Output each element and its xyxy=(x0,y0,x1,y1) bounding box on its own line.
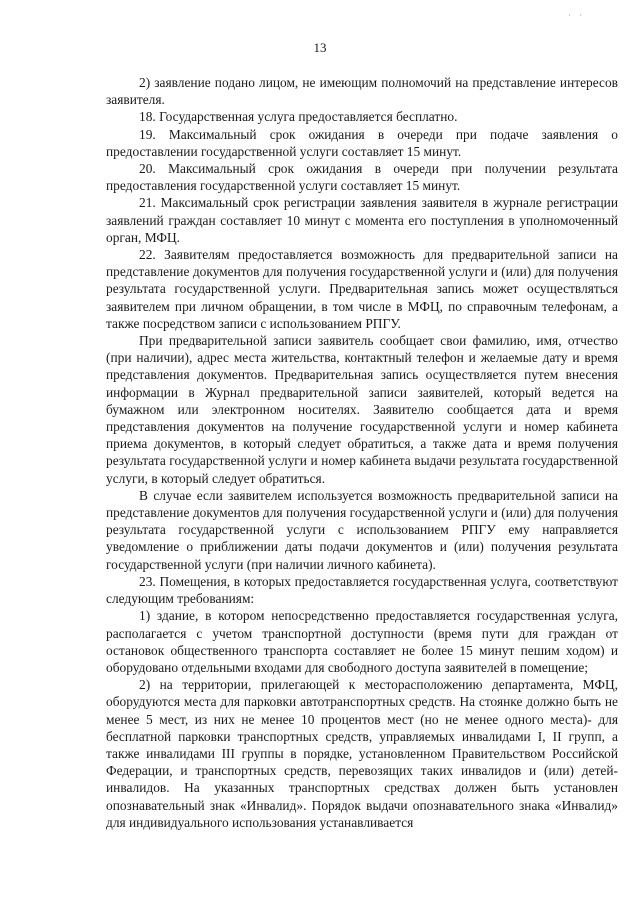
paragraph-22-preregistration: 22. Заявителям предоставляется возможность для предварительной записи на представление документов для получения государственной услуги и (или) для получения результата государственной услуги. Предварительная запись может осуществляться заявителем при личном обращении, в том числе в МФЦ, по справочным телефонам, а также посредством записи с использованием РПГУ. xyxy=(106,247,618,331)
paragraph-23-premises: 23. Помещения, в которых предоставляется государственная услуга, соответствуют следующим требованиям: xyxy=(106,573,618,607)
paragraph-21-registration-time: 21. Максимальный срок регистрации заявления заявителя в журнале регистрации заявлений граждан составляет 10 минут с момента его поступления в уполномоченный орган, МФЦ. xyxy=(106,195,618,245)
page-number: 13 xyxy=(313,40,327,55)
paragraph-preregistration-details: При предварительной записи заявитель сообщает свои фамилию, имя, отчество (при наличии), адрес места жительства, контактный телефон и желаемые дату и время представления документов. Предварительная запись осуществляется путем внесения информации в Журнал предварительной записи заявителей, который ведется на бумажном или электронном носителях. Заявителю сообщается дата и время представления документов на получение государственной услуги и номер кабинета приема документов, в который следует обратиться, а также дата и время получения результата государственной услуги и номер кабинета выдачи результата государственной услуги, в который следует обратиться. xyxy=(106,333,618,486)
scan-corner-mark: · · xyxy=(568,10,586,20)
paragraph-premises-building: 1) здание, в котором непосредственно предоставляется государственная услуга, располагается с учетом транспортной доступности (время пути для граждан от остановок общественного транспорта составляет не более 15 минут пешим ходом) и оборудовано отдельными входами для свободного доступа заявителей в помещение; xyxy=(106,608,618,675)
paragraph-19-queue-submission: 19. Максимальный срок ожидания в очереди при подаче заявления о предоставлении государственной услуги составляет 15 минут. xyxy=(106,126,618,159)
paragraph-20-queue-result: 20. Максимальный срок ожидания в очереди при получении результата предоставления государственной услуги составляет 15 минут. xyxy=(106,161,618,194)
paragraph-preregistration-rpgu: В случае если заявителем используется возможность предварительной записи на представление документов для получения государственной услуги и (или) для получения результата государственной услуги с использованием РПГУ ему направляется уведомление о приближении даты подачи документов и (или) получения результата государственной услуги (при наличии личного кабинета). xyxy=(106,487,618,572)
paragraph-18-free-service: 18. Государственная услуга предоставляется бесплатно. xyxy=(139,109,458,125)
paragraph-clause-2-unauthorized: 2) заявление подано лицом, не имеющим полномочий на представление интересов заявителя. xyxy=(106,75,618,108)
document-body xyxy=(106,74,618,831)
paragraph-premises-parking: 2) на территории, прилегающей к месторасположению департамента, МФЦ, оборудуются места для парковки автотранспортных средств. На стоянке должно быть не менее 5 мест, из них не менее 10 процентов мест (но не менее одного места)- для бесплатной парковки транспортных средств, управляемых инвалидами I, II групп, а также инвалидами III группы в порядке, установленном Правительством Российской Федерации, и транспортных средств, перевозящих таких инвалидов и (или) детей-инвалидов. На указанных транспортных средствах должен быть установлен опознавательный знак «Инвалид». Порядок выдачи опознавательного знака «Инвалид» для индивидуального использования устанавливается xyxy=(106,677,618,830)
